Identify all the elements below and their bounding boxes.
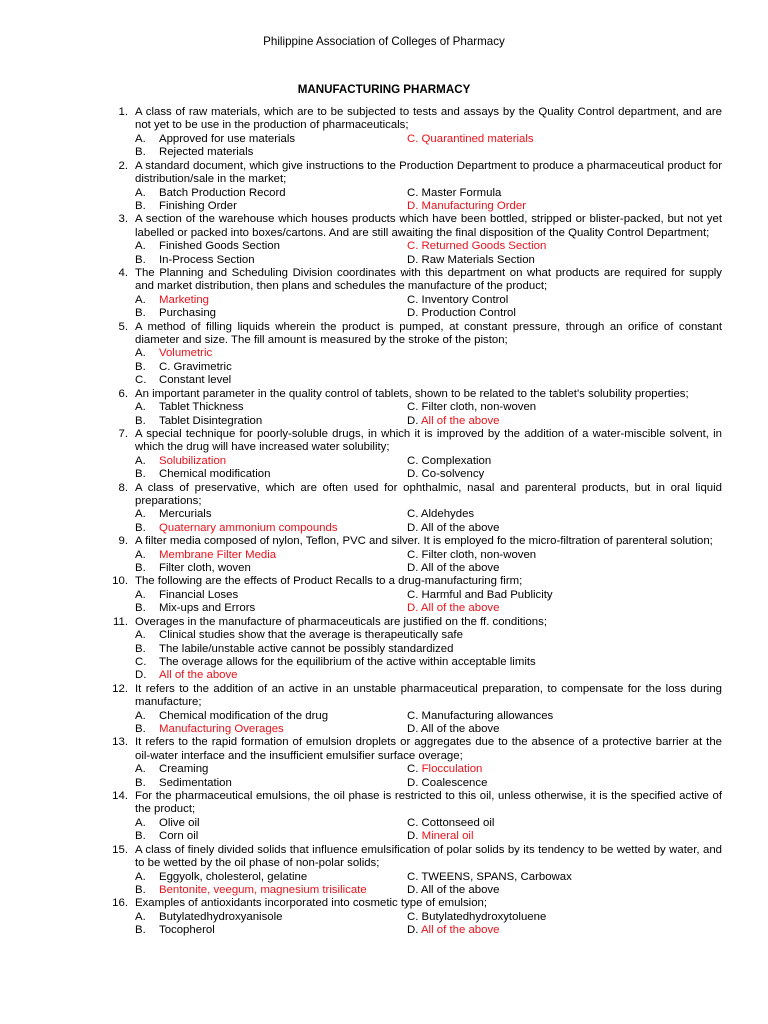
question-text: An important parameter in the quality control of tablets, shown to be related to the tablet's solubility properties;: [135, 387, 689, 400]
question-text: The following are the effects of Product Recalls to a drug-manufacturing firm;: [135, 575, 523, 588]
answer-option: [135, 415, 262, 428]
answer-option: [135, 871, 307, 884]
option-text: Financial Loses: [159, 588, 239, 601]
answer-option: [135, 187, 286, 200]
question-item: [0, 897, 768, 937]
question-text: Overages in the manufacture of pharmaceuticals are justified on the ff. conditions;: [135, 615, 547, 628]
option-letter: D.: [407, 924, 419, 937]
answer-option: [135, 146, 253, 159]
option-letter: B.: [135, 776, 146, 789]
option-list: [0, 401, 768, 428]
option-text: C. Gravimetric: [159, 360, 232, 373]
answer-option-correct: [135, 522, 338, 535]
question-text: Examples of antioxidants incorporated into cosmetic type of emulsion;: [135, 897, 488, 910]
answer-option: [135, 200, 237, 213]
question-number: 2.: [118, 159, 128, 172]
question-text: A filter media composed of nylon, Teflon, PVC and silver. It is employed fo the micro-filtration of parenteral solution;: [135, 535, 713, 548]
option-text: D. All of the above: [407, 723, 500, 735]
answer-option-correct: [407, 830, 474, 843]
option-list: [0, 508, 768, 535]
option-letter: A.: [135, 454, 146, 467]
answer-option-correct: [407, 924, 499, 937]
question-item: [0, 213, 768, 267]
option-text: C. Complexation: [407, 454, 492, 467]
option-list: [0, 549, 768, 576]
page-header: Philippine Association of Colleges of Pharmacy: [263, 35, 505, 48]
option-letter: A.: [135, 629, 146, 642]
option-letter: B.: [135, 521, 146, 534]
answer-option: [407, 522, 499, 535]
question-number: 13.: [112, 736, 128, 749]
answer-option: [135, 911, 282, 924]
option-letter: B.: [135, 199, 146, 212]
option-letter: C.: [135, 374, 147, 387]
answer-option: [135, 710, 328, 723]
option-text: D. Coalescence: [407, 776, 488, 789]
answer-option: [135, 468, 270, 481]
option-list: [0, 294, 768, 321]
option-text: Clinical studies show that the average is therapeutically safe: [159, 629, 463, 642]
option-list: [0, 347, 768, 387]
question-number: 3.: [118, 213, 128, 226]
answer-option: [407, 468, 484, 481]
answer-option: [407, 911, 546, 924]
option-letter: A.: [135, 816, 146, 829]
question-text: It refers to the rapid formation of emulsion droplets or aggregates due to the absence of a protective barrier at the oil-water interface and the insufficient emulsifier surface overage;: [135, 736, 722, 762]
answer-option: [135, 562, 251, 575]
answer-option-correct: [135, 884, 367, 897]
answer-option: [407, 307, 516, 320]
option-text: Tocopherol: [159, 924, 215, 937]
option-text: All of the above: [159, 669, 238, 682]
option-text: D. All of the above: [407, 521, 500, 534]
answer-option: [407, 710, 553, 723]
option-text: Quaternary ammonium compounds: [159, 521, 338, 534]
question-text: A class of preservative, which are often used for ophthalmic, nasal and parenteral products, but in oral liquid preparations;: [135, 481, 722, 507]
answer-option-correct: [407, 602, 499, 615]
option-text: C. Harmful and Bad Publicity: [407, 588, 553, 601]
answer-option-correct: [407, 240, 546, 253]
option-list: [0, 871, 768, 898]
option-text: Eggyolk, cholesterol, gelatine: [159, 870, 308, 883]
option-list: [0, 187, 768, 214]
question-number: 7.: [118, 427, 128, 440]
answer-option: [407, 254, 535, 267]
option-letter: A.: [135, 588, 146, 601]
option-text: D. Raw Materials Section: [407, 253, 535, 266]
option-list: [0, 589, 768, 616]
option-text: Creaming: [159, 763, 209, 776]
option-letter: B.: [135, 830, 146, 843]
option-letter: B.: [135, 602, 146, 615]
option-text: C. Inventory Control: [407, 293, 509, 306]
option-text: Butylatedhydroxyanisole: [159, 910, 283, 923]
option-text: Chemical modification: [159, 468, 271, 481]
answer-option: [135, 777, 232, 790]
question-item: [0, 535, 768, 575]
answer-option: [135, 602, 255, 615]
question-text: A class of raw materials, which are to be subjected to tests and assays by the Quality Control department, and are not yet to be use in the production of pharmaceuticals;: [135, 106, 722, 132]
question-item: [0, 160, 768, 214]
option-text: Flocculation: [421, 763, 483, 776]
answer-option: [135, 254, 255, 267]
option-letter: B.: [135, 883, 146, 896]
option-letter: A.: [135, 763, 146, 776]
answer-option-correct: [407, 763, 482, 776]
question-number: 4.: [118, 266, 128, 279]
page-title: MANUFACTURING PHARMACY: [297, 83, 471, 96]
option-text: All of the above: [420, 924, 500, 937]
question-number: 1.: [118, 106, 128, 118]
option-text: D. Manufacturing Order: [407, 199, 527, 212]
option-letter: B.: [135, 253, 146, 266]
option-text: C. Butylatedhydroxytoluene: [407, 910, 547, 923]
option-text: D. All of the above: [407, 883, 500, 896]
option-letter: A.: [135, 508, 146, 521]
answer-option: [407, 294, 508, 307]
answer-option-correct: [135, 723, 284, 736]
question-text: A section of the warehouse which houses products which have been bottled, stripped or blister-packed, but not yet labelled or packed into boxes/cartons. And are still awaiting the final disposition of the Quality Control Department;: [135, 213, 722, 239]
option-text: The overage allows for the equilibrium of the active within acceptable limits: [159, 655, 536, 668]
question-number: 11.: [113, 615, 128, 628]
answer-option-correct: [135, 294, 209, 307]
option-text: Mercurials: [159, 508, 212, 521]
answer-option: [407, 455, 491, 468]
option-text: C. Master Formula: [407, 186, 502, 199]
option-text: C. Cottonseed oil: [407, 816, 495, 829]
answer-option: [407, 871, 572, 884]
question-text: A class of finely divided solids that influence emulsification of polar solids by its tendency to be wetted by water, and to be wetted by the oil phase of non-polar solids;: [135, 843, 722, 870]
option-letter: B.: [135, 307, 146, 320]
option-text: Mineral oil: [421, 830, 474, 843]
option-letter: A.: [135, 293, 146, 306]
option-letter: D.: [407, 830, 419, 843]
question-list: [0, 106, 768, 938]
option-letter: B.: [135, 146, 146, 159]
option-list: [0, 133, 768, 160]
question-text: A standard document, which give instructions to the Production Department to produce a pharmaceutical product for distribution/sale in the market;: [135, 159, 722, 186]
option-text: Volumetric: [159, 347, 213, 360]
question-item: [0, 106, 768, 160]
answer-option: [407, 187, 501, 200]
answer-option: [407, 589, 553, 602]
option-list: [0, 710, 768, 737]
question-item: [0, 844, 768, 898]
answer-option: [135, 817, 200, 830]
option-text: Corn oil: [159, 830, 199, 843]
option-letter: B.: [135, 468, 146, 481]
question-number: 14.: [112, 790, 128, 803]
option-letter: A.: [135, 870, 146, 883]
option-letter: B.: [135, 642, 146, 655]
question-text: The Planning and Scheduling Division coordinates with this department on what products are required for supply and market distribution, then plans and schedules the manufacture of the product;: [135, 266, 722, 293]
option-letter: A.: [135, 709, 146, 722]
question-item: [0, 321, 768, 388]
question-item: [0, 790, 768, 844]
answer-option-correct: [407, 133, 534, 146]
answer-option-correct: [135, 669, 238, 682]
answer-option: [407, 508, 474, 521]
question-number: 6.: [118, 387, 128, 400]
question-item: [0, 482, 768, 536]
option-text: C. Returned Goods Section: [407, 240, 547, 253]
question-item: [0, 616, 768, 683]
option-list: [0, 240, 768, 267]
answer-option: [135, 361, 232, 374]
answer-option: [135, 133, 295, 146]
answer-option: [135, 924, 215, 937]
answer-option-correct: [135, 549, 276, 562]
option-text: Tablet Thickness: [159, 401, 244, 414]
answer-option: [135, 401, 244, 414]
question-item: [0, 683, 768, 737]
option-letter: D.: [407, 414, 419, 427]
answer-option: [135, 643, 453, 656]
option-text: All of the above: [420, 414, 500, 427]
answer-option: [135, 374, 231, 387]
answer-option: [407, 884, 499, 897]
answer-option-correct: [135, 347, 212, 360]
option-text: Chemical modification of the drug: [159, 709, 329, 722]
option-text: Olive oil: [159, 816, 200, 829]
option-text: The labile/unstable active cannot be possibly standardized: [159, 642, 454, 655]
option-text: D. All of the above: [407, 602, 500, 615]
answer-option: [135, 830, 198, 843]
option-letter: B.: [135, 562, 146, 575]
option-letter: A.: [135, 240, 146, 253]
question-number: 12.: [112, 682, 128, 695]
option-letter: A.: [135, 186, 146, 199]
question-item: [0, 736, 768, 790]
answer-option: [407, 777, 487, 790]
answer-option: [407, 817, 494, 830]
answer-option: [407, 401, 536, 414]
question-text: A special technique for poorly-soluble drugs, in which it is improved by the addition of a water-miscible solvent, in which the drug will have increased water solubility;: [135, 427, 722, 454]
option-letter: C.: [407, 763, 419, 776]
option-text: Filter cloth, woven: [159, 562, 251, 575]
option-letter: A.: [135, 910, 146, 923]
question-number: 5.: [118, 320, 128, 333]
option-text: Membrane Filter Media: [159, 548, 277, 561]
answer-option: [135, 629, 463, 642]
option-letter: B.: [135, 723, 146, 735]
answer-option: [135, 508, 212, 521]
option-text: D. Production Control: [407, 307, 516, 320]
answer-option: [135, 307, 216, 320]
option-list: [0, 911, 768, 938]
question-item: [0, 575, 768, 615]
question-text: A method of filling liquids wherein the product is pumped, at constant pressure, through an orifice of constant diameter and size. The fill amount is measured by the stroke of the piston;: [135, 320, 722, 347]
option-text: C. TWEENS, SPANS, Carbowax: [407, 870, 572, 883]
option-text: C. Aldehydes: [407, 508, 475, 521]
option-text: D. Co-solvency: [407, 468, 485, 481]
option-letter: B.: [135, 360, 146, 373]
answer-option: [135, 240, 280, 253]
option-letter: A.: [135, 132, 146, 145]
answer-option-correct: [407, 200, 526, 213]
question-text: For the pharmaceutical emulsions, the oil phase is restricted to this oil, unless otherwise, it is the specified active of the product;: [135, 790, 722, 816]
answer-option: [135, 656, 536, 669]
question-item: [0, 388, 768, 428]
question-item: [0, 428, 768, 482]
option-letter: C.: [135, 655, 147, 668]
option-letter: A.: [135, 548, 146, 561]
answer-option: [135, 589, 238, 602]
option-text: Mix-ups and Errors: [159, 602, 256, 615]
option-text: Sedimentation: [159, 776, 232, 789]
option-text: Bentonite, veegum, magnesium trisilicate: [159, 883, 367, 896]
option-text: Finishing Order: [159, 199, 237, 212]
question-number: 9.: [118, 535, 128, 548]
option-text: C. Filter cloth, non-woven: [407, 548, 537, 561]
option-text: C. Manufacturing allowances: [407, 709, 554, 722]
answer-option-correct: [135, 455, 226, 468]
option-text: Manufacturing Overages: [159, 723, 284, 735]
option-text: Purchasing: [159, 307, 216, 320]
option-list: [0, 763, 768, 790]
question-number: 10.: [112, 575, 128, 588]
answer-option: [135, 763, 208, 776]
question-item: [0, 267, 768, 321]
answer-option: [407, 723, 499, 736]
option-list: [0, 817, 768, 844]
option-list: [0, 455, 768, 482]
question-text: It refers to the addition of an active in an unstable pharmaceutical preparation, to compensate for the loss during manufacture;: [135, 682, 722, 709]
option-letter: A.: [135, 401, 146, 414]
option-text: Batch Production Record: [159, 186, 286, 199]
option-text: C. Quarantined materials: [407, 132, 534, 145]
question-number: 16.: [112, 897, 128, 910]
option-text: Approved for use materials: [159, 132, 296, 145]
option-letter: A.: [135, 347, 146, 360]
option-text: In-Process Section: [159, 253, 255, 266]
option-letter: D.: [135, 669, 147, 682]
question-number: 8.: [118, 481, 128, 494]
option-list: [0, 629, 768, 683]
option-text: C. Filter cloth, non-woven: [407, 401, 537, 414]
answer-option: [407, 549, 536, 562]
option-text: Tablet Disintegration: [159, 414, 263, 427]
option-letter: B.: [135, 924, 146, 937]
option-text: Finished Goods Section: [159, 240, 280, 253]
option-letter: B.: [135, 414, 146, 427]
option-text: Rejected materials: [159, 146, 254, 159]
option-text: Solubilization: [159, 454, 227, 467]
answer-option-correct: [407, 415, 499, 428]
answer-option: [407, 562, 499, 575]
option-text: Constant level: [159, 374, 232, 387]
option-text: Marketing: [159, 293, 210, 306]
option-text: D. All of the above: [407, 562, 500, 575]
question-number: 15.: [112, 843, 128, 856]
